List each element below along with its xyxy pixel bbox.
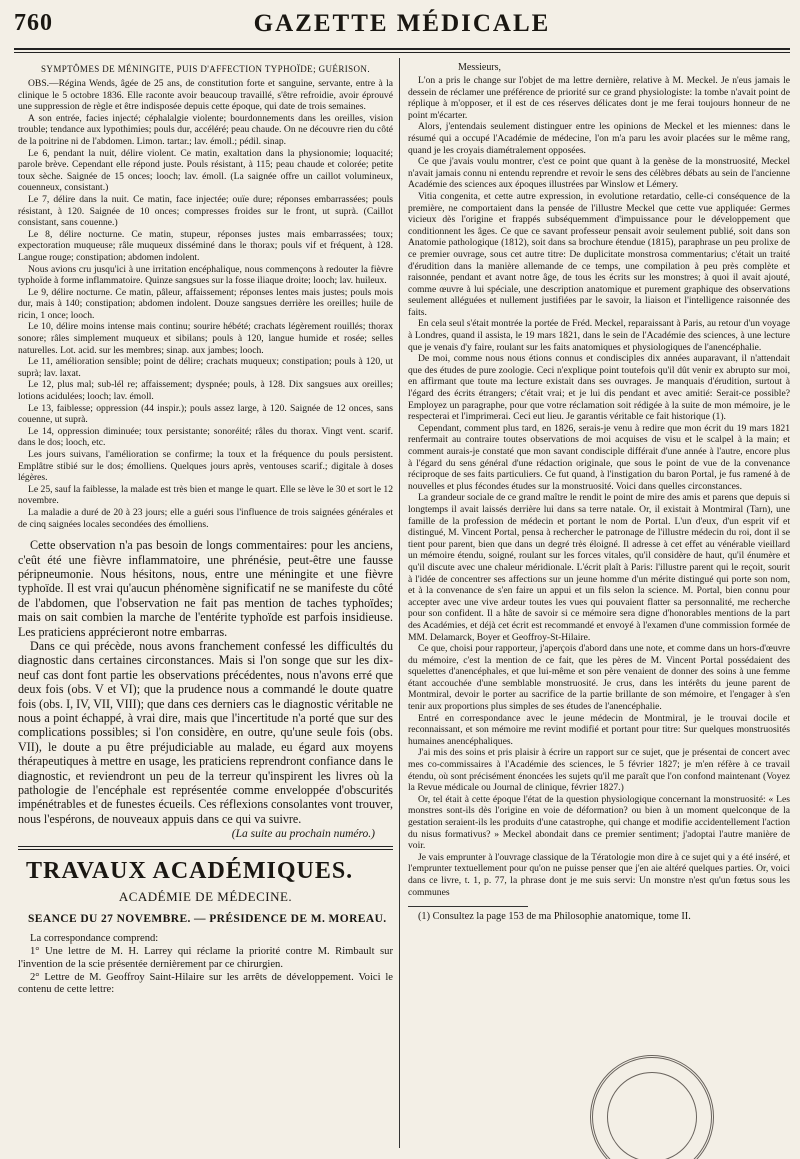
travaux-heading: TRAVAUX ACADÉMIQUES. xyxy=(26,858,354,885)
footnote: (1) Consultez la page 153 de ma Philosophie anatomique, tome II. xyxy=(418,911,691,923)
case-paragraph: Nous avions cru jusqu'ici à une irritation encéphalique, nous commençons à redouter la fièvre typhoïde à forme inflammatoire. Quinze sangsues sur la fosse iliaque droite; looch; lav. huileux. xyxy=(18,263,393,287)
letter-body xyxy=(408,75,790,898)
letter-paragraph: En cela seul s'était montrée la portée de Fréd. Meckel, reparaissant à Paris, au retour d'un voyage à Londres, quand il assista, le 19 mars 1821, dans le sein de l'Académie des sciences, à une lecture que je venais d'y faire, roulant sur les faits anatomiques et physiologiques de l'anencéphalie. xyxy=(408,318,790,353)
case-section-title: SYMPTÔMES DE MÉNINGITE, PUIS D'AFFECTION TYPHOÏDE; GUÉRISON. xyxy=(41,64,370,74)
page-header xyxy=(14,4,790,44)
correspondance-paragraph: 1° Une lettre de M. H. Larrey qui réclame la priorité contre M. Rimbault sur l'invention de la scie présentée dernièrement par ce chirurgien. xyxy=(18,946,393,970)
case-paragraph: Le 11, amélioration sensible; point de délire; crachats muqueux; constipation; pouls à 120, ut suprà; lav. laxat. xyxy=(18,356,393,379)
correspondance xyxy=(18,933,393,997)
academie-heading: ACADÉMIE DE MÉDECINE. xyxy=(118,889,293,905)
journal-title: GAZETTE MÉDICALE xyxy=(253,10,551,37)
commentary-paragraph: Dans ce qui précède, nous avons franchement confessé les difficultés du diagnostic dans certaines circonstances. Mais si l'on songe que sur les dix-neuf cas dont font partie les observations précédentes, nous n'avons erré que deux fois (obs. V et VI); que la prudence nous a commandé le doute quatre fois (obs. I, IV, VII, VIII); que dans ces derniers cas le diagnostic véritable ne nous a point échappé, à vrai dire, mais que l'incertitude n'a porté que sur des complications possibles; si l'on considère, en outre, qu'une seule fois (obs. VII), le doute a pu être préjudiciable au malade, eu égard aux moyens thérapeutiques à mettre en usage, les praticiens reprendront confiance dans le diagnostic, et reviendront un peu de la terreur qu'inspirent les livres où la pathologie de l'encéphale est représentée comme enveloppée d'obscurités impénétrables et de funestes écueils. Ces réflexions consolantes vont trouver, nous l'espérons, de nouveaux appuis dans ce qui va suivre. xyxy=(18,639,393,826)
continued-note: (La suite au prochain numéro.) xyxy=(231,828,375,841)
case-paragraph: A son entrée, facies injecté; céphalalgie violente; bourdonnements dans les oreilles, vision trouble; tendance aux lypothimies; pouls dur, accéléré; peau chaude. On ne découvre rien du côté de la poitrine ni de l'abdomen. Limon. tartar.; lav. émoll.; pédil. sinap. xyxy=(18,112,393,147)
letter-paragraph: Vitia congenita, et cette autre expression, in evolutione retardatio, celle-ci conséquence de la première, ne comportaient dans la pensée de l'illustre Meckel que cette vue appliquée: Germes vicieux dès l'origine et frappés subséquemment d'impuissance pour le développement que conditionnent les âges. Ce que ce savant professeur pensait avoir seulement publié, soit dans son Anatomie pathologique (1812), soit dans sa brochure étendue (1815), paraphrase un peu prolixe de ce premier ouvrage, sous cet autre titre: De duplicitate monstrosa commentarius; c'était un traité d'érudition dans la manière allemande de ce temps, une compilation à peu près complète et raisonnée, pendant et avant notre âge, de tous les écrits sur les monstres; à quoi il avait ajouté, comme œuvre à lui spéciale, une description anatomique et purement graphique des observations seulement alléguées et nullement justifiées par le savoir, la liaison et l'intelligence raisonnée des faits. xyxy=(408,190,790,318)
commentary-paragraph: Cette observation n'a pas besoin de longs commentaires: pour les anciens, c'eût été une fièvre inflammatoire, une phrénésie, peut-être une fausse péripneumonie. Nous hésitons, nous, entre une méningite et une fièvre typhoïde. Il est vrai qu'aucun phénomène significatif ne se manifeste du côté de l'abdomen, que l'observation ne fait pas mention de taches typhoïdes; mais on sait combien la marche de l'entérite typhoïde est parfois insidieuse. Les praticiens apprécieront notre embarras. xyxy=(18,538,393,639)
case-paragraph: Le 8, délire nocturne. Ce matin, stupeur, réponses justes mais embarrassées; toux; expectoration muqueuse; râle muqueux disséminé dans le thorax; pouls vif et fréquent, à 128. Langue rouge; constipation; abdomen indolent. xyxy=(18,228,393,263)
case-paragraph: Le 7, délire dans la nuit. Ce matin, face injectée; ouïe dure; réponses embarrassées; pouls résistant, à 120. Saignée de 10 onces; compresses froides sur le front, ut suprà. (Caillot consistant, sans couenne.) xyxy=(18,193,393,229)
header-rule xyxy=(14,48,790,50)
section-rule-thin xyxy=(18,849,393,850)
case-paragraph: OBS.—Régina Wends, âgée de 25 ans, de constitution forte et sanguine, servante, entre à la clinique le 5 octobre 1836. Elle raconte avoir beaucoup travaillé, s'être refroidie, avoir éprouvé une suppression de règle et être indisposée depuis cette époque, qui date de trois semaines. xyxy=(18,78,393,113)
case-paragraph: Le 13, faiblesse; oppression (44 inspir.); pouls assez large, à 120. Saignée de 12 onces, sans couenne, ut suprà. xyxy=(18,402,393,426)
left-column xyxy=(18,58,393,1159)
case-paragraph: Les jours suivans, l'amélioration se confirme; la toux et la fréquence du pouls persistent. Emplâtre stibié sur le dos; émolliens. Quelques jours après, ventouses scarif.; digitale à doses légères. xyxy=(18,449,393,484)
case-paragraph: Le 14, oppression diminuée; toux persistante; sonoréité; râles du thorax. Vingt vent. scarif. dans le dos; looch, etc. xyxy=(18,425,393,449)
commentary xyxy=(18,538,393,826)
seance-line: SEANCE DU 27 NOVEMBRE. — PRÉSIDENCE DE M. MOREAU. xyxy=(28,913,387,926)
column-divider xyxy=(399,58,400,1148)
case-paragraph: Le 12, plus mal; sub-lél re; affaissement; dyspnée; pouls, à 128. Dix sangsues aux oreilles; lotions acidulées; looch; lav. émoll. xyxy=(18,379,393,403)
letter-paragraph: Je vais emprunter à l'ouvrage classique de la Tératologie mon dire à ce sujet qui y a été inséré, et l'emprunter textuellement pour qu'on ne puisse penser que j'en aie altéré quelques parties. Or, voici dans ce livre, t. 1, p. 77, la phrase dont je me suis servi: Un monstre n'est qu'un fœtus sous les communes xyxy=(408,851,790,898)
letter-paragraph: La grandeur sociale de ce grand maître le rendit le point de mire des amis et parens que depuis si longtemps il avait laissés derrière lui dans sa terre natale. Or, il existait à Montmiral (Tarn), une famille de la profession de médecin et portant le nom de Portal. L'un d'eux, d'un esprit vif et distingué, M. Vincent Portal, pensa à rechercher le patronage de l'illustre médecin du roi, dont il se tient pour parent, bien que dans un degré très éloigné. Il adresse à cet effet au vénérable vieillard un mémoire étendu, soigné, roulant sur les forces vitales, qu'il considère de haut, qu'il énumère et qu'il discute avec une chaleur méridionale. L'écrit plaît à Paris: l'illustre parent qui le reçoit, sourit à l'idée de concentrer ses affections sur un jeune homme d'un mérite distingué qui porte son nom, et à la convenance de s'en faire un appui et un fils selon la science. M. Portal, bien connu pour accepter avec une vive ardeur toutes les vues qui pouvaient flatter sa personnalité, me recherche pour son confident. Il a hâte de savoir si ce mémoire sera digne d'honorables mentions de la part des Académies, et déjà cet écrit est recommandé et envoyé à l'examen d'une commission formée de MM. Delamarck, Boyer et Geoffroy-St-Hilaire. xyxy=(408,492,790,643)
case-paragraph: Le 10, délire moins intense mais continu; sourire hébété; crachats légèrement rouillés; thorax sonore; râles simplement muqueux et sibilans; pouls à 120, langue humide et rosée; selles naturelles. Lot. acid. sur les membres; sinap. aux jambes; looch. xyxy=(18,321,393,356)
case-paragraph: Le 6, pendant la nuit, délire violent. Ce matin, exaltation dans la physionomie; loquacité; parole brève. Cependant elle répond juste. Pouls résistant, à 115; peau chaude et colorée; petite toux sèche. Saignée de 15 onces; looch; lav. émoll. (La saignée offre un caillot volumineux, couenneux, consistant.) xyxy=(18,147,393,194)
case-paragraph: La maladie a duré de 20 à 23 jours; elle a guéri sous l'influence de trois saignées générales et de cinq saignées locales secondées des émolliens. xyxy=(18,506,393,530)
header-rule-thin xyxy=(14,52,790,53)
library-stamp-inner-ring xyxy=(607,1072,697,1159)
letter-paragraph: L'on a pris le change sur l'objet de ma lettre dernière, relative à M. Meckel. Je n'eus jamais le dessein de réclamer une préférence de priorité sur ce grand physiologiste: la tombe n'avait point de réplique à m'opposer, et il est de ces réserves délicates dont je me ferai toujours honneur de ne point m'écarter. xyxy=(408,75,790,121)
footnote-rule xyxy=(408,906,528,907)
letter-paragraph: Cependant, comment plus tard, en 1826, serais-je venu à redire que mon écrit du 19 mars 1821 renfermait au contraire toutes observations de moi acquises de visu et le scalpel à la main; et comment aurais-je constaté que mon savant condisciple différait d'une année à l'autre, encore plus à l'égard du sens général d'une rédaction originale, que sous le point de vue de la convenance réciproque de ses faits particuliers. Ce fut quand, à l'instigation du baron Portal, je fus ramené à de nouvelles et plus fécondes études sur la monstruosité. Voici dans quelles circonstances. xyxy=(408,422,790,492)
case-report xyxy=(18,78,393,530)
case-paragraph: Le 25, sauf la faiblesse, la malade est très bien et mange le quart. Elle se lève le 30 et sort le 12 novembre. xyxy=(18,483,393,507)
letter-paragraph: Ce que, choisi pour rapporteur, j'aperçois d'abord dans une note, et comme dans un hors-d'œuvre du mémoire, c'est la mention de ce fait, que les pères de M. Vincent Portal possédaient des squelettes d'anencéphales, et que lui-même et son père venaient de donner des soins à une femme étant accouchée d'une semblable monstruosité. Je crus, dans les intérêts du jeune parent de Montmiral, devoir le porter au sacrifice de la partie brillante de son mémoire, et l'engager à s'en tenir aux proportions plus simples de ses études de l'anencéphalie. xyxy=(408,643,790,713)
letter-paragraph: J'ai mis des soins et pris plaisir à écrire un rapport sur ce sujet, que je présentai de concert avec mes co-commissaires à l'Académie des sciences, le 5 février 1827; je m'en réfère à ce travail étendu, où sont précisément énoncées les sujets qu'il me paraît que l'on confond maintenant (Voyez la Revue médicale ou Journal de clinique, février 1827.) xyxy=(408,747,790,794)
letter-paragraph: De moi, comme nous nous étions connus et condisciples dix années auparavant, il n'attendait que des études de pure zoologie. Ceci n'explique point toutefois qu'il dût venir ex abrupto sur moi, en affirmant que toute ma lecture existait dans ses ouvrages. Je manquais d'érudition, surtout à l'égard des écrits étrangers; c'était vrai; et je lui dis pendant et avec amitié: Serait-ce possible? Employez un paragraphe, pour que votre réclamation soit rédigée à la suite de mon mémoire, je le respecterai et l'imprimerai. Ceci eut lieu. Je garantis véritable ce fait historique (1). xyxy=(408,353,790,423)
page-number: 760 xyxy=(14,10,53,36)
correspondance-paragraph: 2° Lettre de M. Geoffroy Saint-Hilaire sur les arrêts de développement. Voici le contenu de cette lettre: xyxy=(18,971,393,996)
letter-salutation: Messieurs, xyxy=(458,62,502,73)
correspondance-paragraph: La correspondance comprend: xyxy=(30,933,159,945)
letter-paragraph: Ce que j'avais voulu montrer, c'est ce point que quant à la genèse de la monstruosité, Meckel n'avait jamais connu ni entendu reprendre et revoir le sens des célèbres débats au sein de l'ancienne Académie des sciences aux époques illustrées par Winslow et Lémery. xyxy=(408,156,790,191)
section-rule xyxy=(18,846,393,847)
letter-paragraph: Alors, j'entendais seulement distinguer entre les opinions de Meckel et les miennes: dans le résumé qui a occupé l'Académie de médecine, l'on m'a paru les avoir placées sur le même rang, quand je les croyais diamétralement opposées. xyxy=(408,121,790,156)
letter-paragraph: Entré en correspondance avec le jeune médecin de Montmiral, je le trouvai docile et reconnaissant, et son mémoire me revint modifié et portant pour titre: Sur quelques monstruosités humaines anencéphaliques. xyxy=(408,712,790,747)
right-column xyxy=(408,58,790,1159)
case-paragraph: Le 9, délire nocturne. Ce matin, pâleur, affaissement; réponses lentes mais justes; pouls mois dur, mais à 140; constipation; abdomen indolent. Douze sangsues derrière les oreilles; huile de ricin, 1 once; looch. xyxy=(18,286,393,321)
letter-paragraph: Or, tel était à cette époque l'état de la question physiologique concernant la monstruosité: « Les monstres sont-ils dès l'origine en voie de déformation? ou bien à un moment quelconque de la gestation seraient-ils les produits d'une catastrophe, qui change et modifie accidentellement l'action du nisus formativus? » Meckel abondait dans ce premier sentiment; j'adoptai l'autre manière de voir. xyxy=(408,793,790,852)
